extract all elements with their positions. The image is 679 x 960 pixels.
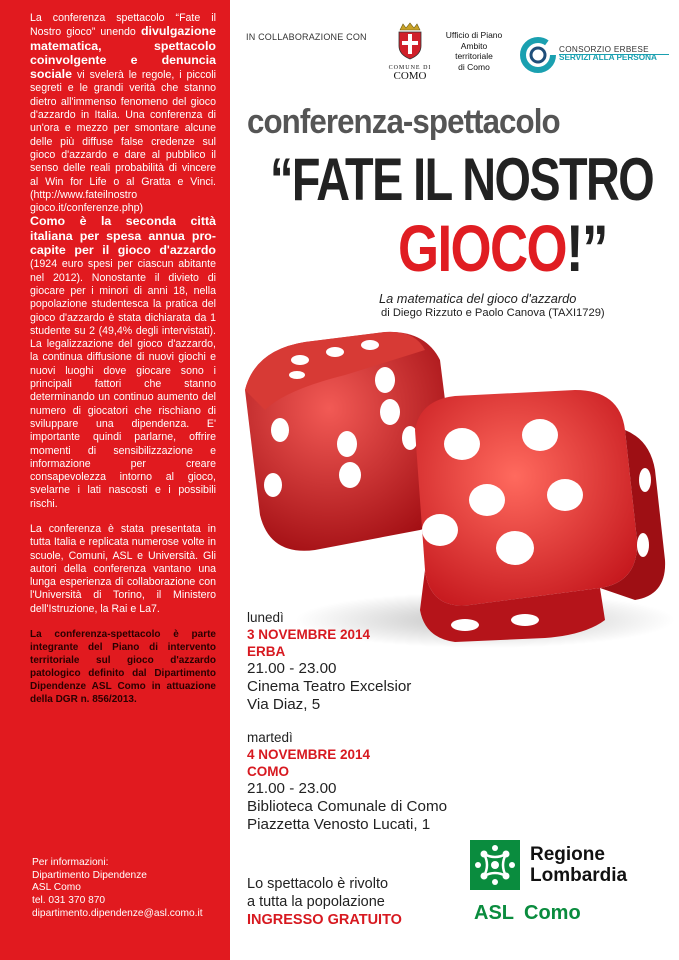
event-erba (247, 610, 411, 714)
title-gioco: GIOCO (398, 211, 567, 285)
collaboration-label: IN COLLABORAZIONE CON (246, 32, 367, 42)
event-date: 3 NOVEMBRE 2014 (247, 626, 371, 642)
contact-email[interactable]: dipartimento.dipendenze@asl.como.it (32, 907, 203, 919)
consorzio-logo (519, 33, 669, 77)
sidebar-panel (0, 0, 230, 960)
ufficio-di-piano (436, 30, 512, 72)
main-title-line1: “FATE IL NOSTRO (270, 146, 654, 213)
dice-illustration (225, 320, 679, 650)
audience-note (247, 875, 402, 929)
history-paragraph: La conferenza è stata presentata in tutta Italia e replicata numerose volte in scuole, Comuni, ASL e Università. Gli autori della conferenza vantano una lunga esperienza di collaborazione con l'Università di Torino, il Ministero dell'Istruzione, la Rai e La7. (30, 522, 216, 615)
como-text: (1924 euro spesi per ciascun abitante nel 2012). Nonostante il divieto di giocare per i minori di anni 18, nella popolazione studentesca la pratica del gioco d'azzardo è stata dichiarata da 1 studente su 2 (49,4% degli intervistati). La legalizzazione del gioco d'azzardo, la continua diffusione di nuovi giochi e nuovi luoghi dove giocare sono i principali fattori che stanno determinando un continuo aumento del numero di giocatori che rischiano di sviluppare una dipendenza. E' importante quindi parlarne, offrire momenti di sensibilizzazione e informazione per creare consapevolezza intorno al gioco, svelarne i lati nascosti e i possibili rischi. (30, 258, 216, 510)
contact-phone: tel. 031 370 870 (32, 895, 106, 907)
authors: di Diego Rizzuto e Paolo Canova (TAXI1729) (381, 307, 605, 319)
comune-label: COMUNE DI (388, 65, 432, 71)
event-city: COMO (247, 763, 289, 779)
contact-label: Per informazioni: (32, 857, 109, 868)
event-place: Cinema Teatro Excelsior (247, 678, 412, 696)
free-entry-label: INGRESSO GRATUITO (247, 912, 402, 928)
comune-como-logo (385, 22, 435, 82)
regione-label: Regione (530, 844, 605, 865)
main-title-line2 (398, 211, 607, 285)
consorzio-name: CONSORZIO ERBESE (559, 45, 649, 54)
asl-label: ASL (474, 902, 514, 924)
como-paragraph (30, 215, 216, 511)
audience-line-2: a tutta la popolazione (247, 894, 385, 910)
event-date: 4 NOVEMBRE 2014 (247, 746, 371, 762)
ufficio-line-3: territoriale (455, 51, 493, 61)
lombardia-label: Lombardia (530, 865, 628, 886)
intro-bold: divulgazione matematica, spettacolo coinvolgente e denuncia sociale (30, 24, 216, 82)
consorzio-subtitle: SERVIZI ALLA PERSONA (559, 53, 657, 62)
event-time: 21.00 - 23.00 (247, 780, 337, 798)
event-day: martedì (247, 730, 293, 745)
regione-lombardia-logo (470, 840, 520, 890)
contact-org: ASL Como (32, 882, 81, 894)
contact-dept: Dipartimento Dipendenze (32, 869, 147, 881)
event-como (247, 730, 447, 834)
como-bold: Como è la seconda città italiana per spesa annua pro-capite per il gioco d'azzardo (30, 214, 216, 258)
event-place: Biblioteca Comunale di Como (247, 798, 448, 816)
event-city: ERBA (247, 643, 286, 659)
asl-como-logo (474, 902, 581, 925)
event-address: Via Diaz, 5 (247, 695, 321, 713)
asl-city-label: Como (524, 902, 581, 924)
intro-text: La conferenza spettacolo “Fate il Nostro gioco” unendo (30, 12, 216, 39)
event-address: Piazzetta Venosto Lucati, 1 (247, 815, 431, 833)
title-closing: !” (566, 211, 607, 285)
intro-text-end: vi svelerà le regole, i piccoli segreti e le grandi verità che stanno dietro all'immenso fenomeno del gioco d'azzardo in Italia. Una conferenza di un'ora e mezzo per smontare alcune delle più diffuse false credenze sul gioco d'azzardo e dare al pubblico il senso delle reali probabilità di vincere al Win for Life o al Gratta e Vinci. (http://www.fateilnostro gioco.it/conferenze.php) (30, 69, 216, 215)
contact-block (32, 857, 203, 921)
plan-paragraph: La conferenza-spettacolo è parte integrante del Piano di intervento territoriale sul gioco d'azzardo patologico definito dal Dipartimento Dipendenze ASL Como in attuazione della DGR n. 856/2013. (30, 629, 216, 706)
ufficio-line-1: Ufficio di Piano (445, 30, 503, 40)
event-day: lunedì (247, 610, 284, 625)
como-crest-icon (395, 22, 425, 60)
conference-label: conferenza-spettacolo (247, 103, 560, 141)
subtitle: La matematica del gioco d'azzardo (379, 291, 577, 306)
sidebar-text (30, 12, 216, 706)
regione-lombardia-text (530, 844, 627, 886)
ufficio-line-2: Ambito (460, 40, 488, 51)
rosa-camuna-icon (470, 840, 520, 890)
comune-name: COMO (393, 70, 427, 82)
audience-line-1: Lo spettacolo è rivolto (247, 876, 389, 892)
ufficio-line-4: di Como (458, 61, 490, 72)
consorzio-ring-icon (519, 33, 559, 77)
intro-paragraph (30, 12, 216, 215)
event-time: 21.00 - 23.00 (247, 660, 337, 678)
